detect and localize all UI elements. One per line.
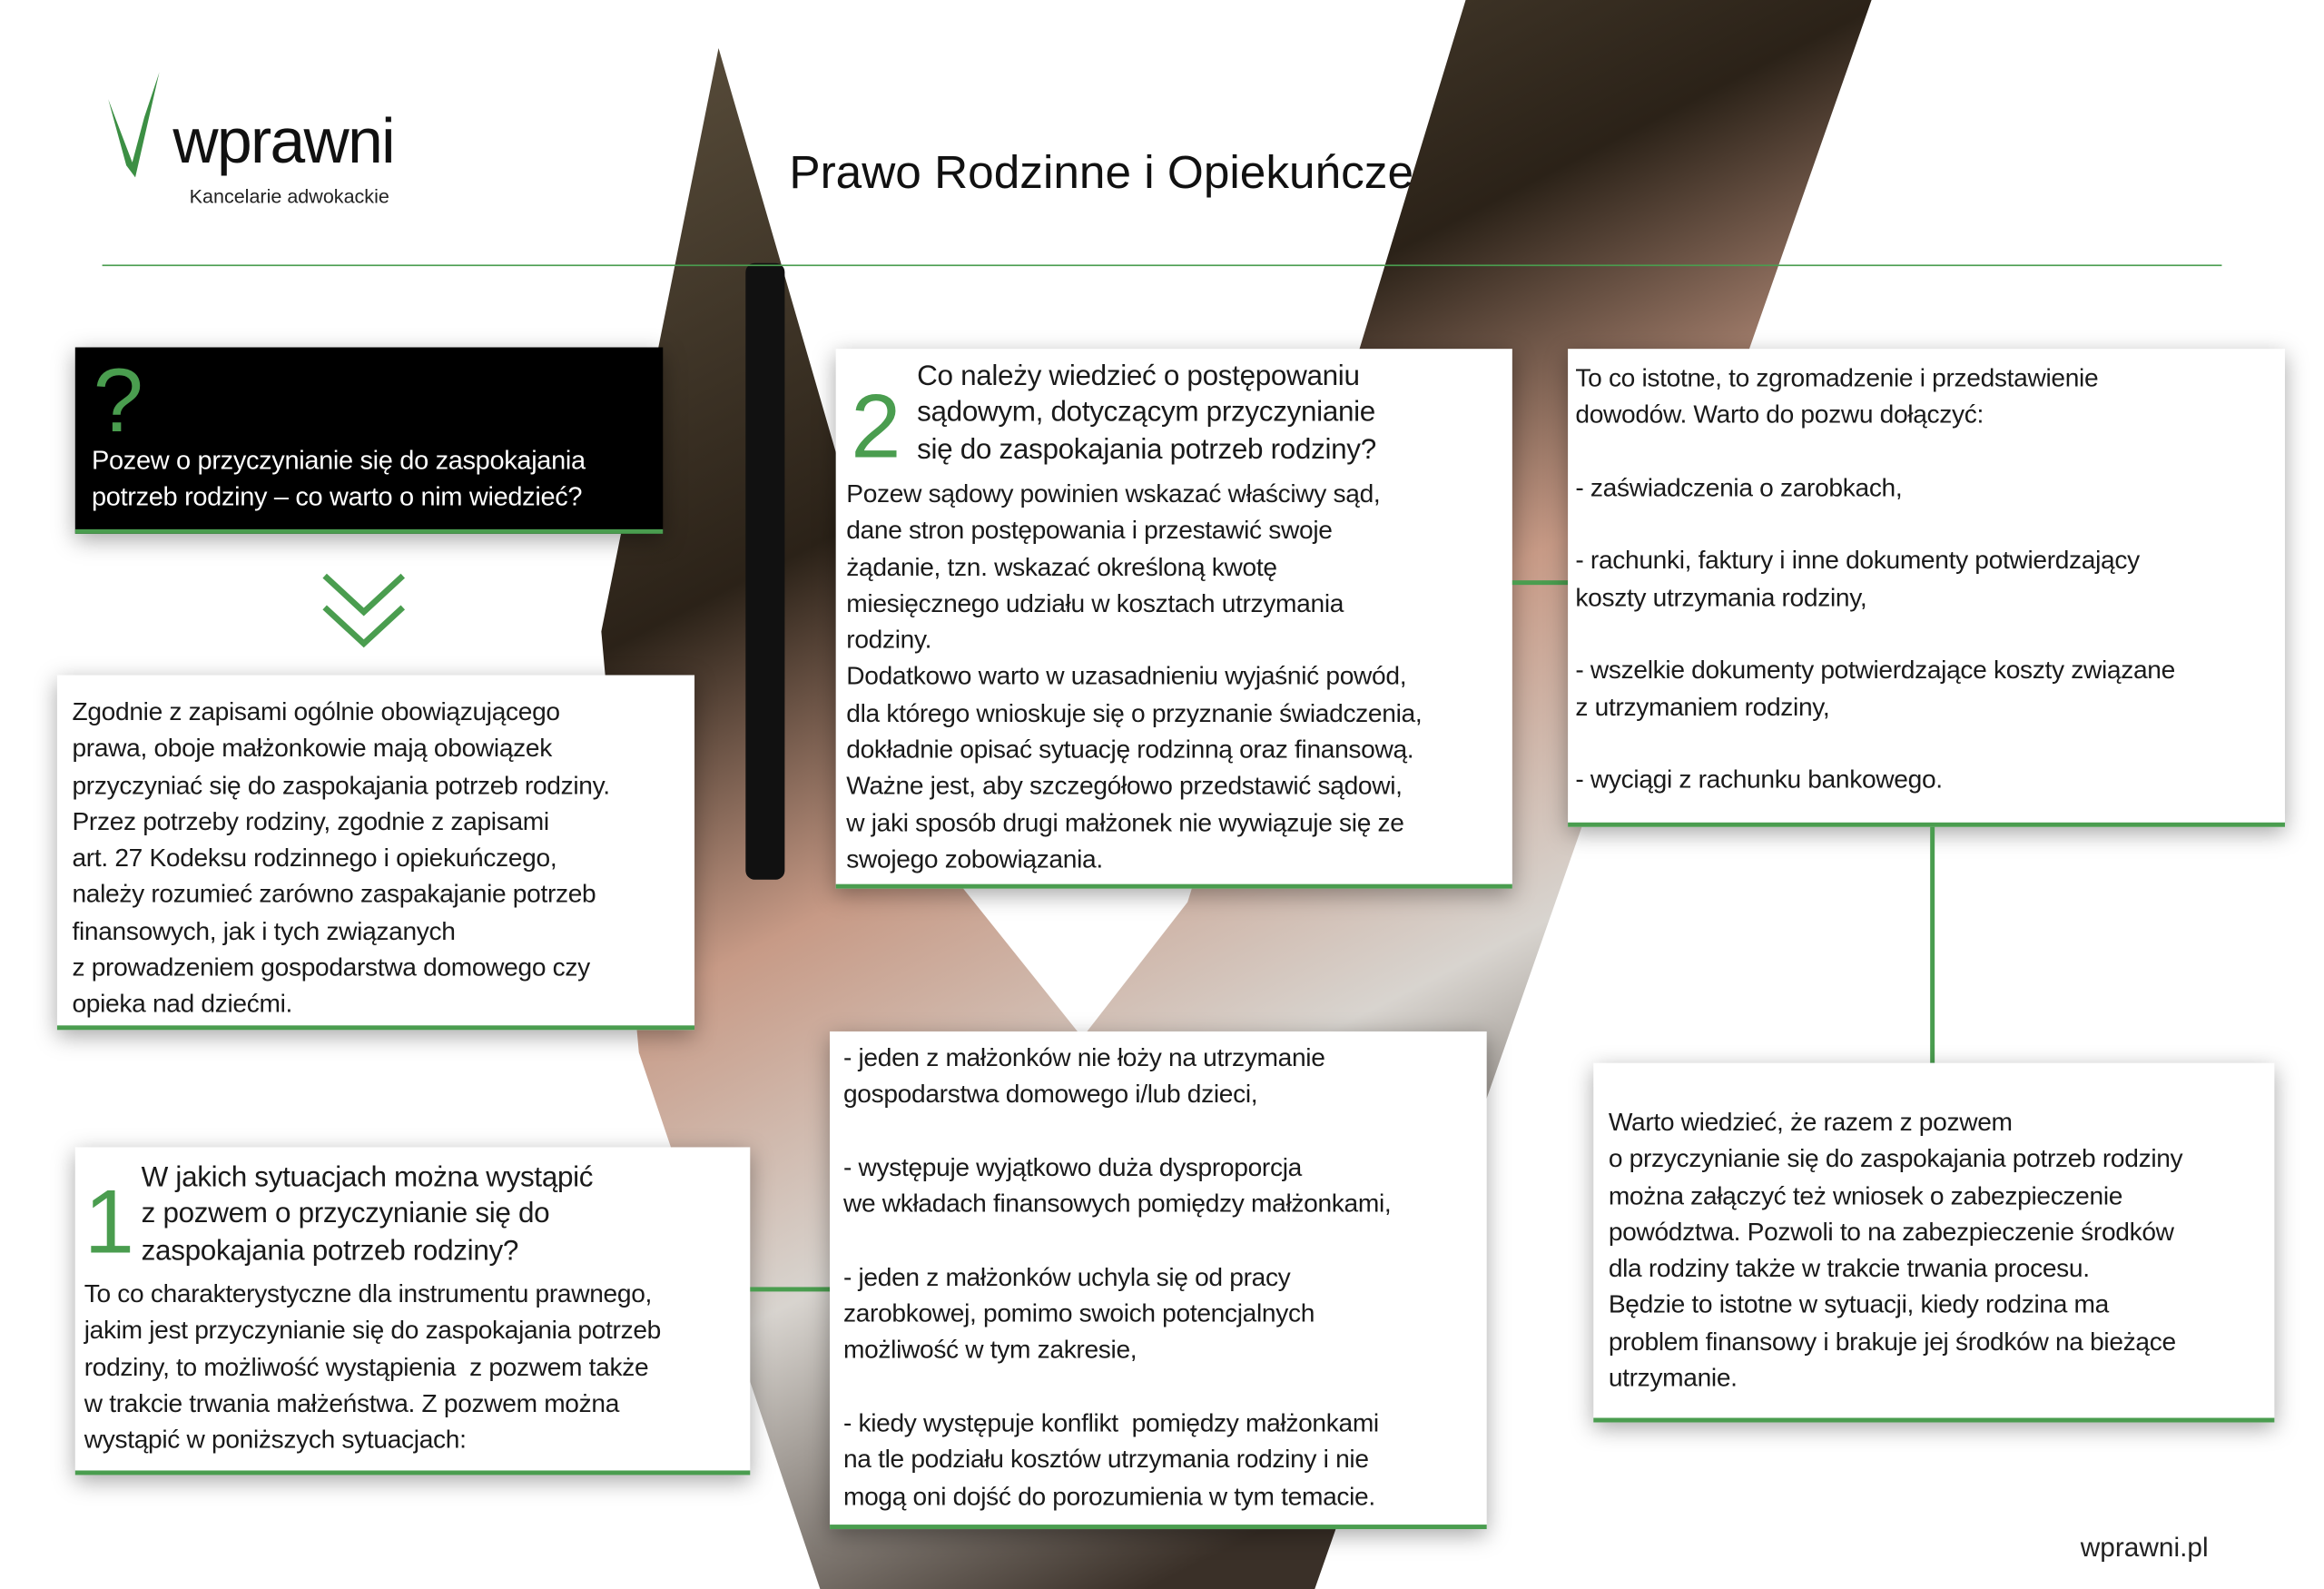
- section-1-heading: W jakich sytuacjach można wystąpić z pozwem o przyczynianie się do zaspokajania potrzeb rodziny?: [141, 1162, 594, 1268]
- connector-line: [750, 1287, 830, 1291]
- intro-box: [75, 348, 663, 534]
- pen-image: [745, 263, 784, 880]
- connector-line: [1930, 827, 1935, 1063]
- intro-text: Pozew o przyczynianie się do zaspokajania potrzeb rodziny – co warto o nim wiedzieć?: [92, 445, 586, 512]
- security-box: [1593, 1063, 2274, 1423]
- situations-text: - jeden z małżonków nie łoży na utrzymanie gospodarstwa domowego i/lub dzieci, - występuje wyjątkowo duża dysproporcja we wkładach finansowych pomiędzy małżonkami, - jeden z małżonków uchyla się od pracy zarobkowej, pomimo swoich potencjalnych możliwość w tym zakresie, - kiedy występuje konflikt pomiędzy małżonkami na tle podziału kosztów utrzymania rodziny i nie mogą oni dojść do porozumienia w tym temacie.: [842, 1043, 1392, 1511]
- brand-tagline: Kancelarie adwokackie: [189, 184, 389, 208]
- double-chevron-down-icon: [320, 571, 408, 649]
- section-2-body: Pozew sądowy powinien wskazać właściwy sąd, dane stron postępowania i przestawić swoje żądanie, tzn. wskazać określoną kwotę miesięcznego udziału w kosztach utrzymania rodziny. Dodatkowo warto w uzasadnieniu wyjaśnić powód, dla którego wnioskuje się o przyznanie świadczenia, dokładnie opisać sytuację rodzinną oraz finansową. Ważne jest, aby szczegółowo przedstawić sądowi, w jaki sposób drugi małżonek nie wywiązuje się ze swojego zobowiązania.: [846, 479, 1423, 874]
- definition-box: [57, 675, 694, 1030]
- evidence-text: To co istotne, to zgromadzenie i przedstawienie dowodów. Warto do pozwu dołączyć: - zaświadczenia o zarobkach, - rachunki, faktury i inne dokumenty potwierdzający koszty utrzymania rodziny, - wszelkie dokumenty potwierdzające koszty związane z utrzymaniem rodziny, - wyciągi z rachunku bankowego.: [1575, 363, 2175, 794]
- security-text: Warto wiedzieć, że razem z pozwem o przyczynianie się do zaspokajania potrzeb rodziny można załączyć też wniosek o zabezpieczenie powództwa. Pozwoli to na zabezpieczenie środków dla rodziny także w trakcie trwania procesu. Będzie to istotne w sytuacji, kiedy rodzina ma problem finansowy i brakuje jej środków na bieżące utrzymanie.: [1608, 1108, 2183, 1393]
- header-divider: [103, 264, 2222, 266]
- website-link[interactable]: wprawni.pl: [2080, 1532, 2209, 1563]
- logo-check-icon: [105, 72, 169, 180]
- section-1-box: [75, 1147, 750, 1475]
- question-mark-icon: ?: [93, 350, 143, 451]
- definition-text: Zgodnie z zapisami ogólnie obowiązującego prawa, oboje małżonkowie mają obowiązek przyczyniać się do zaspokajania potrzeb rodziny. Przez potrzeby rodziny, zgodnie z zapisami art. 27 Kodeksu rodzinnego i opiekuńczego, należy rozumieć zarówno zaspakajanie potrzeb finansowych, jak i tych związanych z prowadzeniem gospodarstwa domowego czy opieka nad dziećmi.: [72, 697, 610, 1019]
- section-2-heading: Co należy wiedzieć o postępowaniu sądowym, dotyczącym przyczynianie się do zaspokajania potrzeb rodziny?: [917, 360, 1376, 466]
- logo[interactable]: [105, 72, 169, 188]
- evidence-box: [1568, 349, 2285, 827]
- section-1-body: To co charakterystyczne dla instrumentu prawnego, jakim jest przyczynianie się do zaspokajania potrzeb rodziny, to możliwość wystąpienia z pozwem także w trakcie trwania małżeństwa. Z pozwem można wystąpić w poniższych sytuacjach:: [84, 1279, 662, 1455]
- section-2-number: 2: [851, 375, 901, 477]
- section-1-number: 1: [84, 1170, 134, 1272]
- situations-box: [830, 1031, 1487, 1529]
- connector-line: [1512, 580, 1568, 585]
- page-title: Prawo Rodzinne i Opiekuńcze: [789, 145, 1414, 199]
- section-2-box: [836, 349, 1512, 888]
- brand-name: wprawni: [172, 104, 394, 176]
